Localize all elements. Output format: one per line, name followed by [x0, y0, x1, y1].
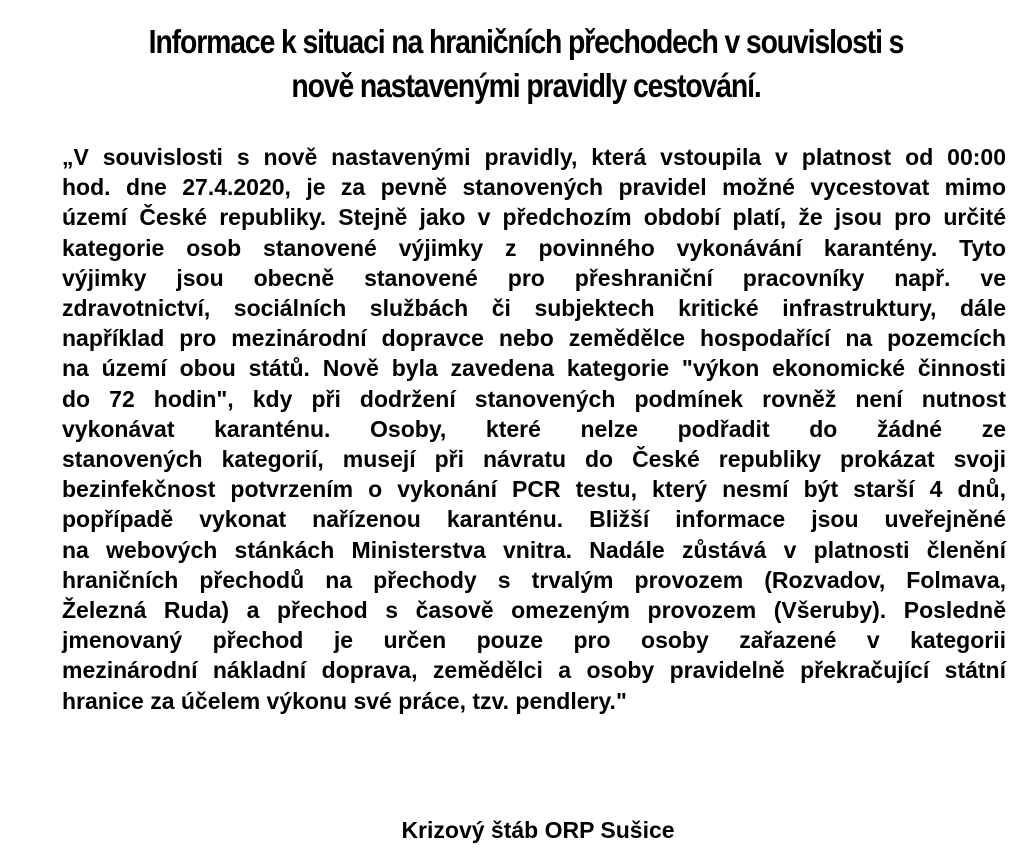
body-line: kategorie osob stanovené výjimky z povinného vykonávání karantény. Tyto — [62, 234, 1006, 261]
body-line: na území obou států. Nově byla zavedena kategorie "výkon ekonomické činnosti — [62, 355, 1006, 382]
body-line: území České republiky. Stejně jako v předchozím období platí, že jsou pro určité — [62, 204, 1006, 231]
document-title — [108, 20, 944, 108]
body-line: vykonávat karanténu. Osoby, které nelze podřadit do žádné ze — [62, 415, 1006, 442]
body-line: „V souvislosti s nově nastavenými pravidly, která vstoupila v platnost od 00:00 — [62, 144, 1006, 170]
body-line: Železná Ruda) a přechod s časově omezeným provozem (Všeruby). Posledně — [62, 597, 1006, 624]
body-line: do 72 hodin", kdy při dodržení stanovených podmínek rovněž není nutnost — [62, 385, 1006, 412]
body-line: bezinfekčnost potvrzením o vykonání PCR testu, který nesmí být starší 4 dnů, — [62, 476, 1006, 503]
body-line: hod. dne 27.4.2020, je za pevně stanovených pravidel možné vycestovat mimo — [62, 174, 1006, 201]
body-line: výjimky jsou obecně stanovené pro přeshraniční pracovníky např. ve — [62, 264, 1006, 291]
body-line: například pro mezinárodní dopravce nebo zemědělce hospodařící na pozemcích — [62, 325, 1006, 352]
body-line: na webových stánkách Ministerstva vnitra. Nadále zůstává v platnosti členění — [62, 536, 1006, 563]
title-line-1: Informace k situaci na hraničních přechodech v souvislosti s — [148, 23, 904, 60]
body-line: jmenovaný přechod je určen pouze pro osoby zařazené v kategorii — [62, 627, 1006, 654]
signature: Krizový štáb ORP Sušice — [401, 817, 675, 843]
body-line: popřípadě vykonat nařízenou karanténu. Bližší informace jsou uveřejněné — [62, 506, 1006, 533]
title-line-2: nově nastavenými pravidly cestování. — [291, 67, 761, 104]
announcement-body — [62, 142, 1006, 716]
body-line: hranice za účelem výkonu své práce, tzv. pendlery." — [62, 687, 627, 714]
body-line: stanovených kategorií, musejí při návratu do České republiky prokázat svoji — [62, 446, 1006, 473]
body-line: zdravotnictví, sociálních službách či subjektech kritické infrastruktury, dále — [62, 295, 1006, 322]
body-line: hraničních přechodů na přechody s trvalým provozem (Rozvadov, Folmava, — [62, 566, 1006, 593]
body-line: mezinárodní nákladní doprava, zemědělci a osoby pravidelně překračující státní — [62, 657, 1006, 684]
